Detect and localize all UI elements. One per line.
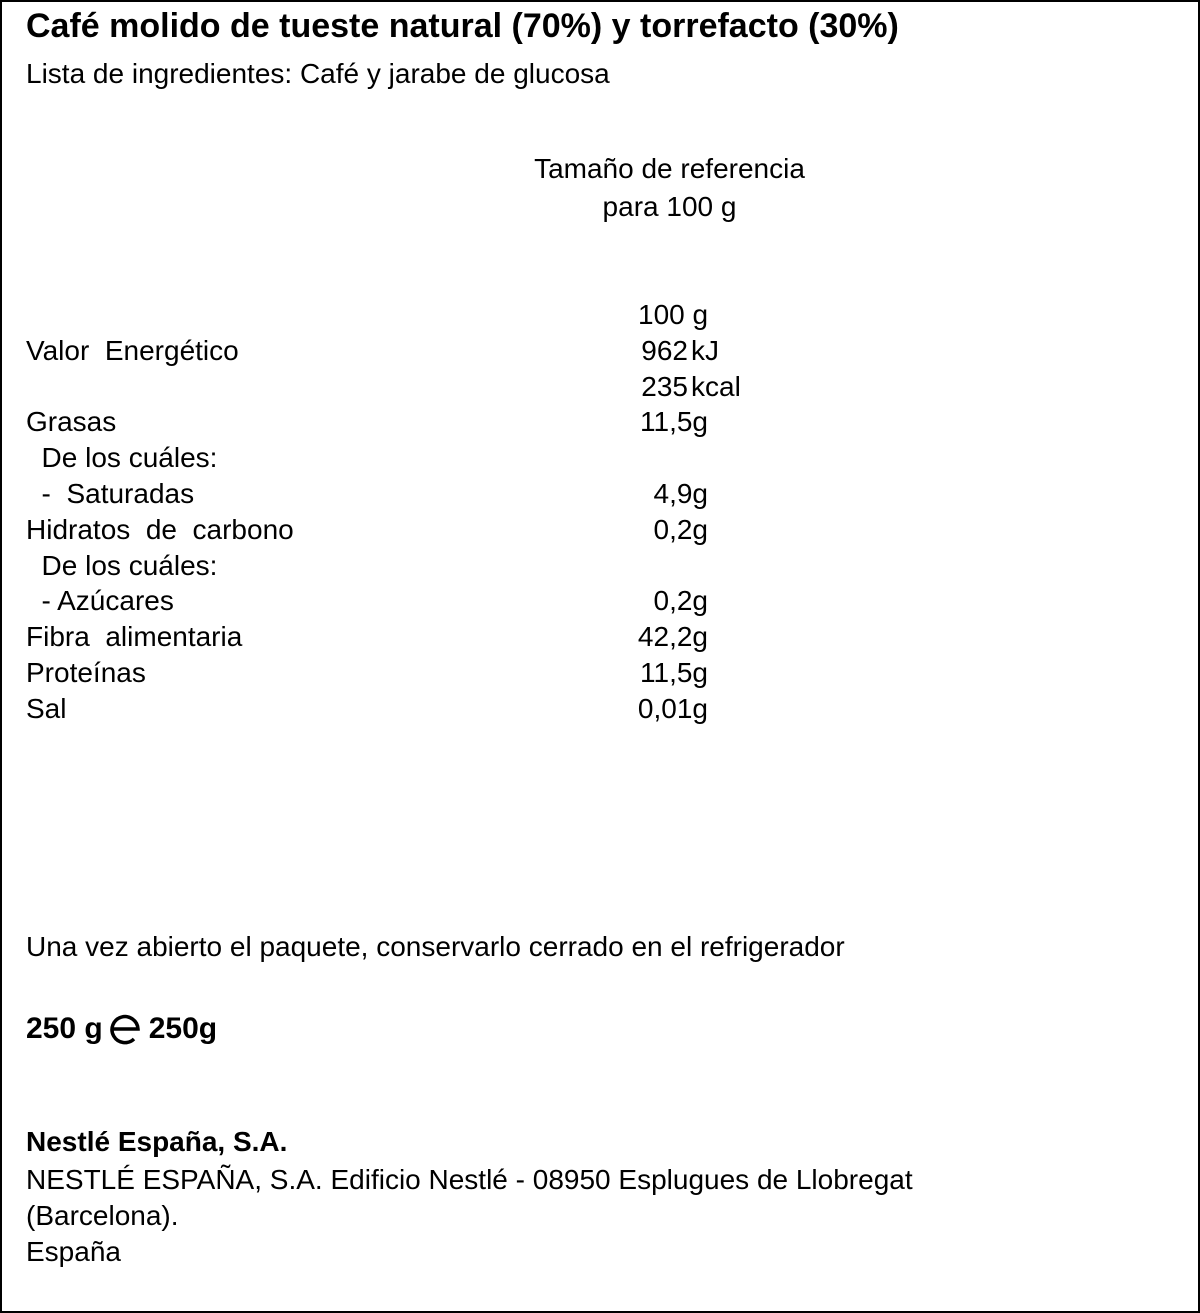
energy-kj-unit: kJ <box>691 334 719 366</box>
nutrient-row <box>2 510 1198 546</box>
energy-kj-value: 962 <box>641 334 688 366</box>
nutrient-value: 42,2g <box>637 621 708 653</box>
net-weight-value: 250 g <box>26 1012 103 1045</box>
address-country: España <box>26 1236 121 1267</box>
nutrient-row <box>2 438 1198 474</box>
drained-weight-value: 250g <box>148 1012 218 1045</box>
nutrient-label: Grasas <box>26 406 117 438</box>
nutrient-label: - Azúcares <box>26 585 174 617</box>
reference-line-2: para 100 g <box>602 191 737 222</box>
address-line-2: (Barcelona). <box>26 1200 179 1231</box>
nutrient-value: 0,2g <box>653 513 708 545</box>
reference-size <box>502 150 837 226</box>
nutrient-row <box>2 546 1198 582</box>
company-address <box>26 1162 1126 1270</box>
nutrient-label: Fibra alimentaria <box>26 621 243 653</box>
nutrient-label: Proteínas <box>26 656 146 688</box>
nutrient-value: 11,5g <box>640 656 708 688</box>
nutrient-row <box>2 653 1198 689</box>
nutrient-label: De los cuáles: <box>26 442 218 474</box>
product-title: Café molido de tueste natural (70%) y torrefacto (30%) <box>26 7 899 45</box>
nutrient-label: - Saturadas <box>26 477 195 509</box>
ingredients-list: Lista de ingredientes: Café y jarabe de glucosa <box>26 58 610 89</box>
nutrition-header-row <box>2 295 1198 331</box>
nutrient-value: 11,5g <box>640 406 708 438</box>
nutrient-value: 4,9g <box>653 477 708 509</box>
energy-kcal-row <box>2 367 1198 403</box>
energy-kcal-value: 235 <box>641 370 688 402</box>
nutrient-row <box>2 581 1198 617</box>
nutrient-row <box>2 474 1198 510</box>
nutrient-value: 0,01g <box>637 692 708 724</box>
nutrient-row <box>2 617 1198 653</box>
reference-line-1: Tamaño de referencia <box>534 153 805 184</box>
e-mark-icon <box>107 1011 143 1047</box>
company-name: Nestlé España, S.A. <box>26 1126 288 1157</box>
nutrition-table <box>2 295 1198 725</box>
nutrient-label: Sal <box>26 692 67 724</box>
energy-label: Valor Energético <box>26 334 239 366</box>
nutrient-label: De los cuáles: <box>26 549 218 581</box>
storage-instructions: Una vez abierto el paquete, conservarlo cerrado en el refrigerador <box>26 931 845 962</box>
nutrient-row <box>2 402 1198 438</box>
column-header: 100 g <box>638 299 709 330</box>
energy-kj-row <box>2 331 1198 367</box>
address-line-1: NESTLÉ ESPAÑA, S.A. Edificio Nestlé - 08950 Esplugues de Llobregat <box>26 1164 913 1195</box>
nutrient-label: Hidratos de carbono <box>26 513 294 545</box>
energy-kcal-unit: kcal <box>691 370 741 402</box>
nutrient-value: 0,2g <box>653 585 708 617</box>
net-weight <box>26 1008 217 1050</box>
nutrient-row <box>2 689 1198 725</box>
